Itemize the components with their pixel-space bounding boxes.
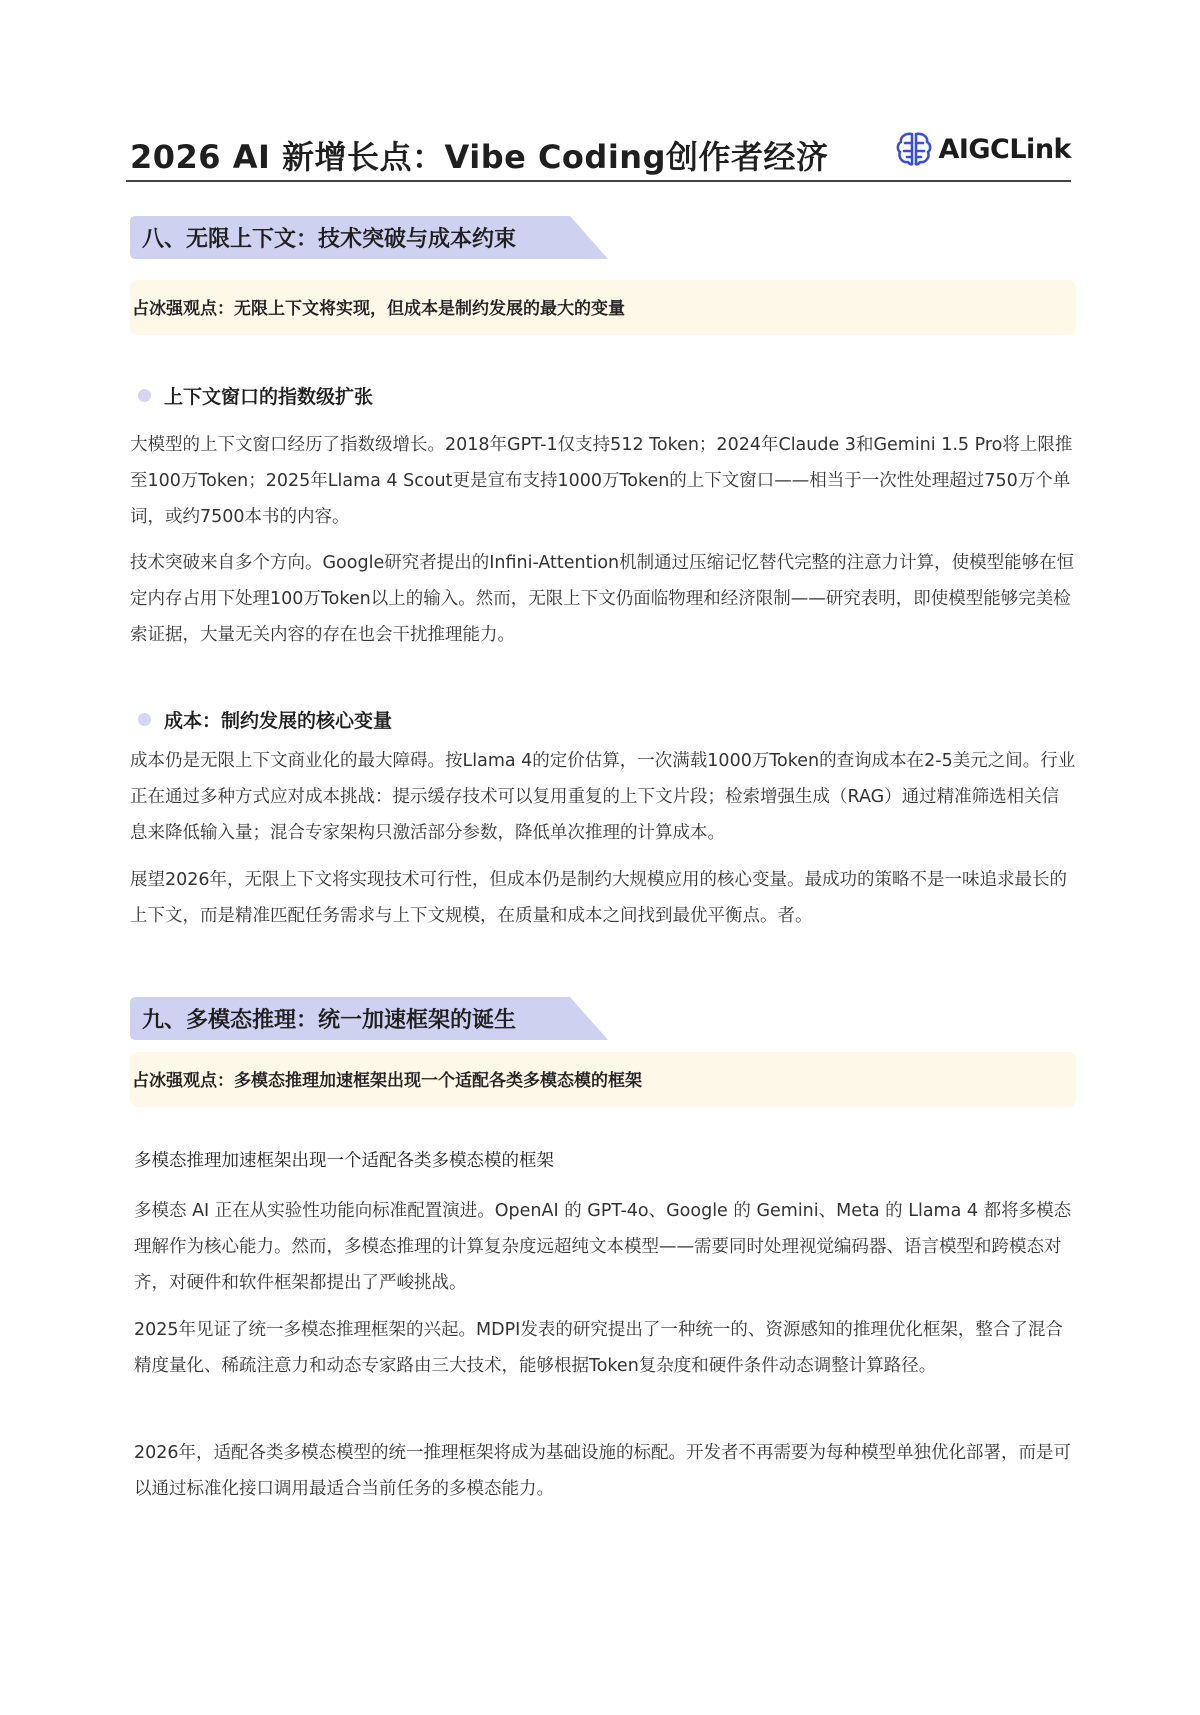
bullet-heading: 上下文窗口的指数级扩张 (164, 385, 374, 408)
section-8-title: 八、无限上下文：技术突破与成本约束 (142, 227, 517, 252)
paragraph: 大模型的上下文窗口经历了指数级增长。2018年GPT-1仅支持512 Token；2024年Claude 3和Gemini 1.5 Pro将上限推至100万Token；2025年Llama 4 Scout更是宣布支持1000万Token的上下文窗口——相当于一次性处理超过750万个单词，或约7500本书的内容。 (130, 435, 1073, 527)
paragraph: 成本仍是无限上下文商业化的最大障碍。按Llama 4的定价估算，一次满载1000万Token的查询成本在2-5美元之间。行业正在通过多种方式应对成本挑战：提示缓存技术可以复用重复的上下文片段；检索增强生成（RAG）通过精准筛选相关信息来降低输入量；混合专家架构只激活部分参数，降低单次推理的计算成本。 (130, 751, 1076, 843)
paragraph: 展望2026年，无限上下文将实现技术可行性，但成本仍是制约大规模应用的核心变量。最成功的策略不是一味追求最长的上下文，而是精准匹配任务需求与上下文规模，在质量和成本之间找到最优平衡点。者。 (130, 870, 1068, 926)
document-title: 2026 AI 新增长点：Vibe Coding创作者经济 (130, 138, 829, 176)
section-8-banner (130, 216, 610, 259)
logo-text: AIGCLink (938, 133, 1071, 165)
section-8-viewpoint-text: 占冰强观点：无限上下文将实现，但成本是制约发展的最大的变量 (132, 299, 625, 319)
section-8-bullet-1 (138, 381, 373, 409)
section-9-title: 九、多模态推理：统一加速框架的诞生 (142, 1008, 517, 1033)
section-8-bullet-2 (138, 705, 392, 733)
section-8-viewpoint (130, 280, 1076, 335)
brain-icon (894, 130, 934, 168)
paragraph: 多模态 AI 正在从实验性功能向标准配置演进。OpenAI 的 GPT-4o、Google 的 Gemini、Meta 的 Llama 4 都将多模态理解作为核心能力。然而，多模态推理的计算复杂度远超纯文本模型——需要同时处理视觉编码器、语言模型和跨模态对齐，对硬件和软件框架都提出了严峻挑战。 (134, 1201, 1072, 1293)
logo (894, 130, 1071, 168)
section-9-viewpoint-text: 占冰强观点：多模态推理加速框架出现一个适配各类多模态模的框架 (132, 1071, 642, 1091)
bullet-heading: 成本：制约发展的核心变量 (164, 709, 393, 732)
bullet-dot-icon (138, 713, 151, 726)
section-9-viewpoint (130, 1052, 1076, 1107)
paragraph: 技术突破来自多个方向。Google研究者提出的Infini-Attention机制通过压缩记忆替代完整的注意力计算，使模型能够在恒定内存占用下处理100万Token以上的输入。然而，无限上下文仍面临物理和经济限制——研究表明，即使模型能够完美检索证据，大量无关内容的存在也会干扰推理能力。 (130, 553, 1075, 645)
section-9-banner (130, 997, 610, 1040)
page-header (126, 128, 1071, 182)
paragraph: 2026年，适配各类多模态模型的统一推理框架将成为基础设施的标配。开发者不再需要为每种模型单独优化部署，而是可以通过标准化接口调用最适合当前任务的多模态能力。 (134, 1443, 1072, 1499)
paragraph: 2025年见证了统一多模态推理框架的兴起。MDPI发表的研究提出了一种统一的、资源感知的推理优化框架，整合了混合精度量化、稀疏注意力和动态专家路由三大技术，能够根据Token复杂度和硬件条件动态调整计算路径。 (134, 1320, 1063, 1376)
bullet-dot-icon (138, 389, 151, 402)
section-9-subheading: 多模态推理加速框架出现一个适配各类多模态模的框架 (134, 1151, 554, 1171)
